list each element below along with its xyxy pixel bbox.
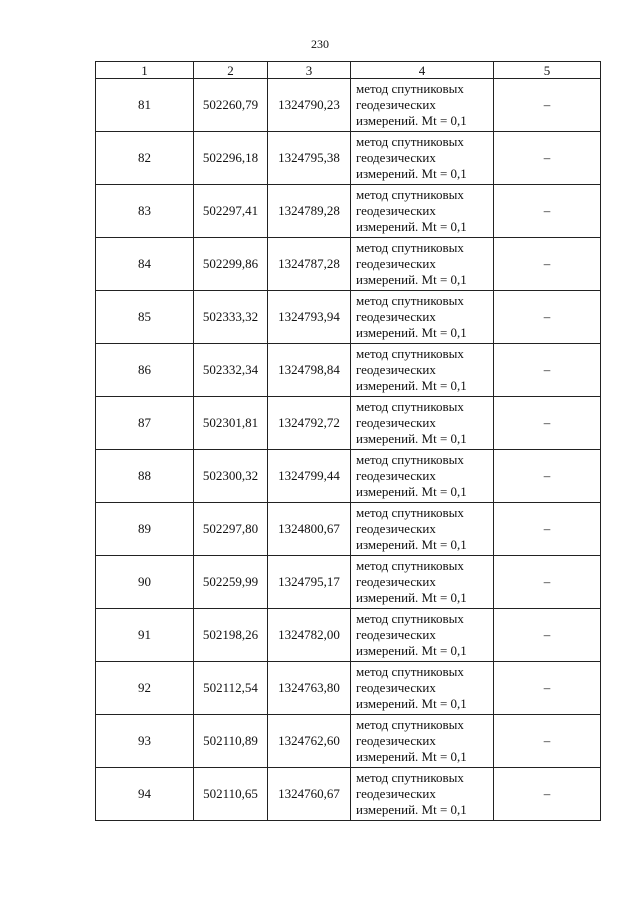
method-line: измерений. Mt = 0,1 xyxy=(356,749,467,764)
x-coordinate-cell: 502300,32 xyxy=(194,450,268,503)
method-cell xyxy=(351,768,494,821)
point-number-cell: 89 xyxy=(96,503,194,556)
y-coordinate-cell: 1324790,23 xyxy=(268,79,351,132)
note-cell: – xyxy=(494,768,601,821)
method-cell xyxy=(351,609,494,662)
y-coordinate-cell: 1324798,84 xyxy=(268,344,351,397)
method-line: геодезических xyxy=(356,468,436,483)
x-coordinate-cell: 502110,65 xyxy=(194,768,268,821)
note-cell: – xyxy=(494,450,601,503)
method-cell xyxy=(351,556,494,609)
header-col-5: 5 xyxy=(494,62,601,79)
method-line: геодезических xyxy=(356,97,436,112)
method-line: метод спутниковых xyxy=(356,346,464,361)
table-row xyxy=(96,79,601,132)
method-line: измерений. Mt = 0,1 xyxy=(356,802,467,817)
x-coordinate-cell: 502332,34 xyxy=(194,344,268,397)
point-number-cell: 81 xyxy=(96,79,194,132)
note-cell: – xyxy=(494,662,601,715)
method-line: измерений. Mt = 0,1 xyxy=(356,166,467,181)
point-number-cell: 85 xyxy=(96,291,194,344)
method-line: геодезических xyxy=(356,415,436,430)
method-line: метод спутниковых xyxy=(356,452,464,467)
method-cell xyxy=(351,344,494,397)
table-row xyxy=(96,344,601,397)
point-number-cell: 88 xyxy=(96,450,194,503)
method-cell xyxy=(351,291,494,344)
method-line: геодезических xyxy=(356,786,436,801)
header-col-3: 3 xyxy=(268,62,351,79)
note-cell: – xyxy=(494,132,601,185)
y-coordinate-cell: 1324763,80 xyxy=(268,662,351,715)
y-coordinate-cell: 1324792,72 xyxy=(268,397,351,450)
header-col-1: 1 xyxy=(96,62,194,79)
method-cell xyxy=(351,238,494,291)
note-cell: – xyxy=(494,79,601,132)
y-coordinate-cell: 1324795,17 xyxy=(268,556,351,609)
method-cell xyxy=(351,79,494,132)
method-line: метод спутниковых xyxy=(356,717,464,732)
y-coordinate-cell: 1324782,00 xyxy=(268,609,351,662)
method-line: геодезических xyxy=(356,733,436,748)
method-cell xyxy=(351,397,494,450)
method-line: метод спутниковых xyxy=(356,81,464,96)
method-line: измерений. Mt = 0,1 xyxy=(356,325,467,340)
point-number-cell: 93 xyxy=(96,715,194,768)
method-line: метод спутниковых xyxy=(356,664,464,679)
method-line: геодезических xyxy=(356,203,436,218)
method-line: геодезических xyxy=(356,362,436,377)
method-line: геодезических xyxy=(356,150,436,165)
x-coordinate-cell: 502198,26 xyxy=(194,609,268,662)
y-coordinate-cell: 1324795,38 xyxy=(268,132,351,185)
method-line: измерений. Mt = 0,1 xyxy=(356,219,467,234)
page-number: 230 xyxy=(311,37,329,51)
method-line: геодезических xyxy=(356,521,436,536)
method-line: метод спутниковых xyxy=(356,770,464,785)
x-coordinate-cell: 502259,99 xyxy=(194,556,268,609)
x-coordinate-cell: 502112,54 xyxy=(194,662,268,715)
table-row xyxy=(96,185,601,238)
note-cell: – xyxy=(494,397,601,450)
method-cell xyxy=(351,662,494,715)
method-line: измерений. Mt = 0,1 xyxy=(356,537,467,552)
table-row xyxy=(96,503,601,556)
table-row xyxy=(96,238,601,291)
y-coordinate-cell: 1324799,44 xyxy=(268,450,351,503)
y-coordinate-cell: 1324789,28 xyxy=(268,185,351,238)
method-line: геодезических xyxy=(356,627,436,642)
table-row xyxy=(96,132,601,185)
note-cell: – xyxy=(494,291,601,344)
note-cell: – xyxy=(494,556,601,609)
method-line: геодезических xyxy=(356,256,436,271)
method-cell xyxy=(351,450,494,503)
method-line: метод спутниковых xyxy=(356,134,464,149)
point-number-cell: 91 xyxy=(96,609,194,662)
method-line: метод спутниковых xyxy=(356,293,464,308)
method-line: измерений. Mt = 0,1 xyxy=(356,113,467,128)
x-coordinate-cell: 502301,81 xyxy=(194,397,268,450)
note-cell: – xyxy=(494,715,601,768)
x-coordinate-cell: 502297,80 xyxy=(194,503,268,556)
point-number-cell: 94 xyxy=(96,768,194,821)
note-cell: – xyxy=(494,344,601,397)
note-cell: – xyxy=(494,238,601,291)
y-coordinate-cell: 1324760,67 xyxy=(268,768,351,821)
table-row xyxy=(96,450,601,503)
method-cell xyxy=(351,132,494,185)
point-number-cell: 86 xyxy=(96,344,194,397)
method-line: геодезических xyxy=(356,680,436,695)
header-col-4: 4 xyxy=(351,62,494,79)
table-row xyxy=(96,715,601,768)
x-coordinate-cell: 502260,79 xyxy=(194,79,268,132)
table-header-row xyxy=(96,62,601,79)
method-line: геодезических xyxy=(356,309,436,324)
table-row xyxy=(96,662,601,715)
header-col-2: 2 xyxy=(194,62,268,79)
table-row xyxy=(96,768,601,821)
x-coordinate-cell: 502297,41 xyxy=(194,185,268,238)
method-line: измерений. Mt = 0,1 xyxy=(356,590,467,605)
table-row xyxy=(96,291,601,344)
point-number-cell: 83 xyxy=(96,185,194,238)
method-cell xyxy=(351,503,494,556)
method-line: метод спутниковых xyxy=(356,611,464,626)
point-number-cell: 87 xyxy=(96,397,194,450)
note-cell: – xyxy=(494,503,601,556)
x-coordinate-cell: 502110,89 xyxy=(194,715,268,768)
method-line: измерений. Mt = 0,1 xyxy=(356,696,467,711)
method-line: измерений. Mt = 0,1 xyxy=(356,484,467,499)
method-line: геодезических xyxy=(356,574,436,589)
table-row xyxy=(96,609,601,662)
note-cell: – xyxy=(494,609,601,662)
method-line: измерений. Mt = 0,1 xyxy=(356,643,467,658)
method-line: метод спутниковых xyxy=(356,505,464,520)
table-body xyxy=(96,79,601,821)
method-line: измерений. Mt = 0,1 xyxy=(356,378,467,393)
y-coordinate-cell: 1324793,94 xyxy=(268,291,351,344)
x-coordinate-cell: 502333,32 xyxy=(194,291,268,344)
method-cell xyxy=(351,185,494,238)
y-coordinate-cell: 1324787,28 xyxy=(268,238,351,291)
table-row xyxy=(96,397,601,450)
method-line: метод спутниковых xyxy=(356,240,464,255)
point-number-cell: 82 xyxy=(96,132,194,185)
coordinates-table xyxy=(95,61,601,821)
point-number-cell: 84 xyxy=(96,238,194,291)
method-line: метод спутниковых xyxy=(356,399,464,414)
point-number-cell: 90 xyxy=(96,556,194,609)
method-line: метод спутниковых xyxy=(356,187,464,202)
x-coordinate-cell: 502299,86 xyxy=(194,238,268,291)
point-number-cell: 92 xyxy=(96,662,194,715)
x-coordinate-cell: 502296,18 xyxy=(194,132,268,185)
y-coordinate-cell: 1324800,67 xyxy=(268,503,351,556)
method-cell xyxy=(351,715,494,768)
method-line: метод спутниковых xyxy=(356,558,464,573)
y-coordinate-cell: 1324762,60 xyxy=(268,715,351,768)
table-row xyxy=(96,556,601,609)
method-line: измерений. Mt = 0,1 xyxy=(356,272,467,287)
method-line: измерений. Mt = 0,1 xyxy=(356,431,467,446)
note-cell: – xyxy=(494,185,601,238)
